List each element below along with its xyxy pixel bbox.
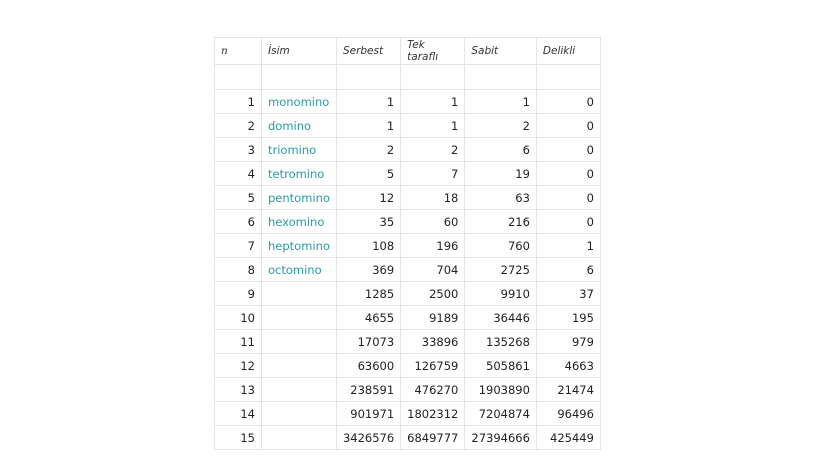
cell-fixed: 9910	[465, 282, 537, 306]
table-row	[215, 90, 601, 114]
header-name: İsim	[262, 38, 337, 65]
cell-n: 3	[215, 138, 262, 162]
table-row	[215, 354, 601, 378]
cell-with-holes: 0	[536, 114, 600, 138]
cell-n: 10	[215, 306, 262, 330]
cell-with-holes: 96496	[536, 402, 600, 426]
cell-with-holes: 0	[536, 186, 600, 210]
cell-one-sided: 126759	[401, 354, 465, 378]
cell-with-holes: 979	[536, 330, 600, 354]
cell-free: 2	[336, 138, 400, 162]
empty-cell	[262, 65, 337, 90]
empty-cell	[336, 65, 400, 90]
cell-one-sided: 1	[401, 114, 465, 138]
cell-fixed: 63	[465, 186, 537, 210]
header-with-holes: Delikli	[536, 38, 600, 65]
cell-one-sided: 1802312	[401, 402, 465, 426]
cell-fixed: 760	[465, 234, 537, 258]
cell-with-holes: 6	[536, 258, 600, 282]
header-n: n	[215, 38, 262, 65]
cell-name	[262, 306, 337, 330]
cell-fixed: 19	[465, 162, 537, 186]
polyomino-name-link[interactable]: heptomino	[262, 234, 337, 258]
cell-fixed: 2	[465, 114, 537, 138]
cell-fixed: 6	[465, 138, 537, 162]
cell-name	[262, 354, 337, 378]
cell-n: 15	[215, 426, 262, 450]
cell-n: 6	[215, 210, 262, 234]
cell-fixed: 216	[465, 210, 537, 234]
cell-n: 4	[215, 162, 262, 186]
cell-n: 5	[215, 186, 262, 210]
cell-one-sided: 7	[401, 162, 465, 186]
table-row	[215, 114, 601, 138]
cell-with-holes: 195	[536, 306, 600, 330]
table-row	[215, 306, 601, 330]
cell-n: 14	[215, 402, 262, 426]
empty-row	[215, 65, 601, 90]
cell-n: 1	[215, 90, 262, 114]
header-row	[215, 38, 601, 65]
table-row	[215, 378, 601, 402]
header-fixed: Sabit	[465, 38, 537, 65]
cell-free: 1285	[336, 282, 400, 306]
cell-fixed: 2725	[465, 258, 537, 282]
table-row	[215, 234, 601, 258]
cell-one-sided: 476270	[401, 378, 465, 402]
cell-with-holes: 1	[536, 234, 600, 258]
cell-free: 238591	[336, 378, 400, 402]
polyomino-name-link[interactable]: monomino	[262, 90, 337, 114]
cell-free: 63600	[336, 354, 400, 378]
cell-one-sided: 2	[401, 138, 465, 162]
cell-n: 9	[215, 282, 262, 306]
empty-cell	[401, 65, 465, 90]
cell-one-sided: 704	[401, 258, 465, 282]
cell-free: 35	[336, 210, 400, 234]
cell-free: 12	[336, 186, 400, 210]
cropped-text-above	[262, 0, 562, 3]
cell-fixed: 505861	[465, 354, 537, 378]
table-row	[215, 258, 601, 282]
cell-name	[262, 426, 337, 450]
cell-one-sided: 2500	[401, 282, 465, 306]
cell-name	[262, 402, 337, 426]
empty-cell	[215, 65, 262, 90]
polyomino-name-link[interactable]: pentomino	[262, 186, 337, 210]
cell-free: 17073	[336, 330, 400, 354]
cell-one-sided: 18	[401, 186, 465, 210]
empty-cell	[465, 65, 537, 90]
cell-n: 7	[215, 234, 262, 258]
cell-one-sided: 60	[401, 210, 465, 234]
cell-name	[262, 330, 337, 354]
cell-n: 13	[215, 378, 262, 402]
cell-with-holes: 0	[536, 210, 600, 234]
cell-fixed: 36446	[465, 306, 537, 330]
cell-with-holes: 37	[536, 282, 600, 306]
polyomino-name-link[interactable]: octomino	[262, 258, 337, 282]
table-row	[215, 162, 601, 186]
header-one-sided: Tek taraflı	[401, 38, 465, 65]
cell-n: 12	[215, 354, 262, 378]
cell-fixed: 135268	[465, 330, 537, 354]
header-free: Serbest	[336, 38, 400, 65]
cell-free: 108	[336, 234, 400, 258]
table-row	[215, 330, 601, 354]
cell-free: 1	[336, 114, 400, 138]
cell-name	[262, 378, 337, 402]
cell-one-sided: 196	[401, 234, 465, 258]
cell-with-holes: 0	[536, 162, 600, 186]
cell-name	[262, 282, 337, 306]
table-row	[215, 186, 601, 210]
cell-n: 2	[215, 114, 262, 138]
cell-one-sided: 33896	[401, 330, 465, 354]
cell-free: 1	[336, 90, 400, 114]
polyomino-name-link[interactable]: hexomino	[262, 210, 337, 234]
cell-with-holes: 425449	[536, 426, 600, 450]
empty-cell	[536, 65, 600, 90]
cell-one-sided: 1	[401, 90, 465, 114]
cell-free: 4655	[336, 306, 400, 330]
cell-one-sided: 9189	[401, 306, 465, 330]
cell-with-holes: 0	[536, 138, 600, 162]
cell-fixed: 7204874	[465, 402, 537, 426]
cell-with-holes: 0	[536, 90, 600, 114]
table-row	[215, 210, 601, 234]
cell-n: 11	[215, 330, 262, 354]
polyomino-count-table	[214, 37, 601, 450]
cell-one-sided: 6849777	[401, 426, 465, 450]
table-row	[215, 426, 601, 450]
table-row	[215, 282, 601, 306]
cell-free: 3426576	[336, 426, 400, 450]
cell-fixed: 1903890	[465, 378, 537, 402]
polyomino-name-link[interactable]: domino	[262, 114, 337, 138]
cell-n: 8	[215, 258, 262, 282]
cell-free: 369	[336, 258, 400, 282]
cell-with-holes: 21474	[536, 378, 600, 402]
cell-free: 5	[336, 162, 400, 186]
cell-with-holes: 4663	[536, 354, 600, 378]
table-row	[215, 138, 601, 162]
polyomino-name-link[interactable]: triomino	[262, 138, 337, 162]
cell-fixed: 27394666	[465, 426, 537, 450]
table-row	[215, 402, 601, 426]
cell-fixed: 1	[465, 90, 537, 114]
polyomino-name-link[interactable]: tetromino	[262, 162, 337, 186]
cell-free: 901971	[336, 402, 400, 426]
